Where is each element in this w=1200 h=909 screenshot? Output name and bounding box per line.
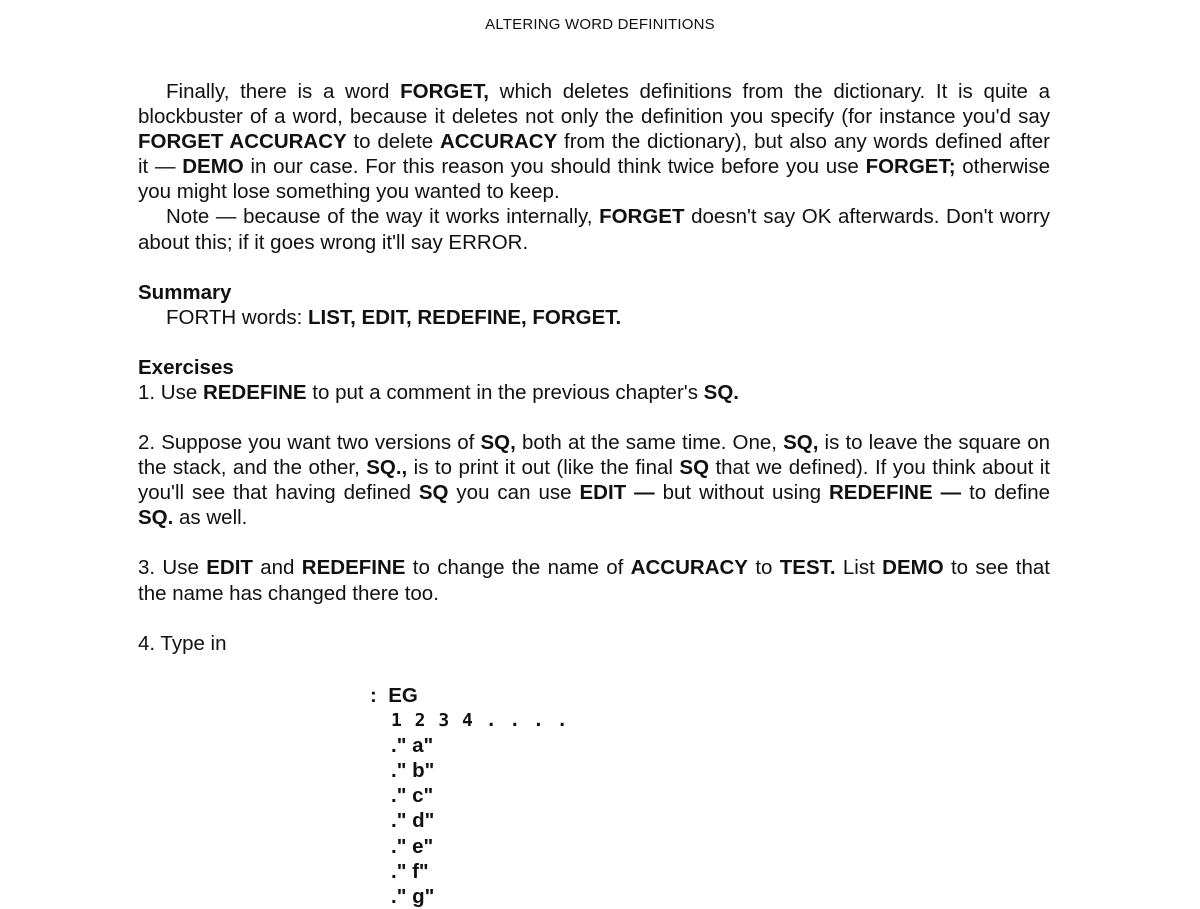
code-line: ." g" xyxy=(391,884,435,908)
bold-text: FORGET xyxy=(599,205,685,229)
bold-text: LIST, EDIT, REDEFINE, FORGET. xyxy=(308,305,622,329)
text: FORTH words: xyxy=(166,305,308,329)
code-line: ." e" xyxy=(391,834,434,858)
text: 1. Use xyxy=(138,380,203,404)
bold-text: SQ. xyxy=(703,380,739,404)
bold-text: FORGET ACCURACY xyxy=(138,130,347,154)
bold-text: DEMO xyxy=(882,556,944,580)
text: is to print it out (like the final xyxy=(407,456,680,480)
text: to see that the name has changed there too. xyxy=(138,556,1050,605)
bold-text: ACCURACY xyxy=(439,130,558,154)
bold-text: EDIT — xyxy=(579,481,655,505)
text: otherwise you might lose something you wanted to keep. xyxy=(138,155,1050,204)
text: to define xyxy=(961,481,1050,505)
text: as well. xyxy=(173,506,248,530)
code-line: : EG xyxy=(370,684,418,707)
code-line: ." d" xyxy=(391,809,435,833)
text: 3. Use xyxy=(138,556,207,580)
bold-text: SQ xyxy=(679,456,710,480)
code-line: 1 2 3 4 . . . . xyxy=(391,710,569,732)
code-line: ." c" xyxy=(391,784,434,808)
bold-text: REDEFINE — xyxy=(828,481,962,505)
exercises-heading: Exercises xyxy=(138,355,234,379)
bold-text: EDIT xyxy=(206,556,253,580)
paragraph-note xyxy=(138,204,1050,254)
text: to change the name of xyxy=(405,556,631,580)
text: both at the same time. One, xyxy=(515,431,784,455)
bold-text: DEMO xyxy=(182,155,244,179)
bold-text: SQ., xyxy=(366,456,408,480)
text: and xyxy=(252,556,302,580)
bold-text: TEST. xyxy=(779,556,836,580)
spacer xyxy=(138,255,1050,280)
page-header: ALTERING WORD DEFINITIONS xyxy=(485,16,715,33)
summary-words xyxy=(138,305,1050,330)
exercise-3 xyxy=(138,555,1050,605)
bold-text: REDEFINE xyxy=(202,380,307,404)
text: from the dictionary), but also any words defined after it — xyxy=(138,130,1050,179)
spacer xyxy=(138,330,1050,355)
bold-text: SQ. xyxy=(138,506,174,530)
text: that we defined). If you think about it you'll see that having defined xyxy=(138,456,1050,505)
exercise-4: 4. Type in xyxy=(138,631,227,655)
exercise-1 xyxy=(138,380,1050,405)
text: to xyxy=(747,556,780,580)
bold-text: REDEFINE xyxy=(301,556,406,580)
code-line: ." a" xyxy=(391,734,434,758)
code-listing xyxy=(370,683,569,909)
text: in our case. For this reason you should think twice before you use xyxy=(243,155,866,179)
summary-heading: Summary xyxy=(138,280,232,304)
code-line: ." f" xyxy=(391,859,429,883)
bold-text: FORGET, xyxy=(400,80,489,103)
text: 2. Suppose you want two versions of xyxy=(138,431,481,455)
paragraph-forget xyxy=(138,79,1050,204)
text: which deletes definitions from the dictionary. It is quite a blockbuster of a word, because it deletes not only the definition you specify (for instance you'd say xyxy=(138,80,1050,129)
spacer xyxy=(138,405,1050,430)
page-body xyxy=(138,79,1050,656)
bold-text: FORGET; xyxy=(865,155,956,179)
bold-text: SQ, xyxy=(480,431,516,455)
bold-text: ACCURACY xyxy=(630,556,748,580)
exercise-2 xyxy=(138,430,1050,530)
bold-text: SQ, xyxy=(783,431,819,455)
text: List xyxy=(835,556,883,580)
text: to put a comment in the previous chapter's xyxy=(306,380,704,404)
text: Finally, there is a word xyxy=(166,80,401,103)
text: but without using xyxy=(654,481,829,505)
spacer xyxy=(138,530,1050,555)
text: Note — because of the way it works internally, xyxy=(166,205,600,229)
bold-text: SQ xyxy=(418,481,449,505)
code-line: ." b" xyxy=(391,759,435,783)
text: is to leave the square on the stack, and the other, xyxy=(138,431,1050,480)
text: to delete xyxy=(346,130,440,154)
text: you can use xyxy=(448,481,580,505)
spacer xyxy=(138,606,1050,631)
text: doesn't say OK afterwards. Don't worry about this; if it goes wrong it'll say ERROR. xyxy=(138,205,1050,254)
